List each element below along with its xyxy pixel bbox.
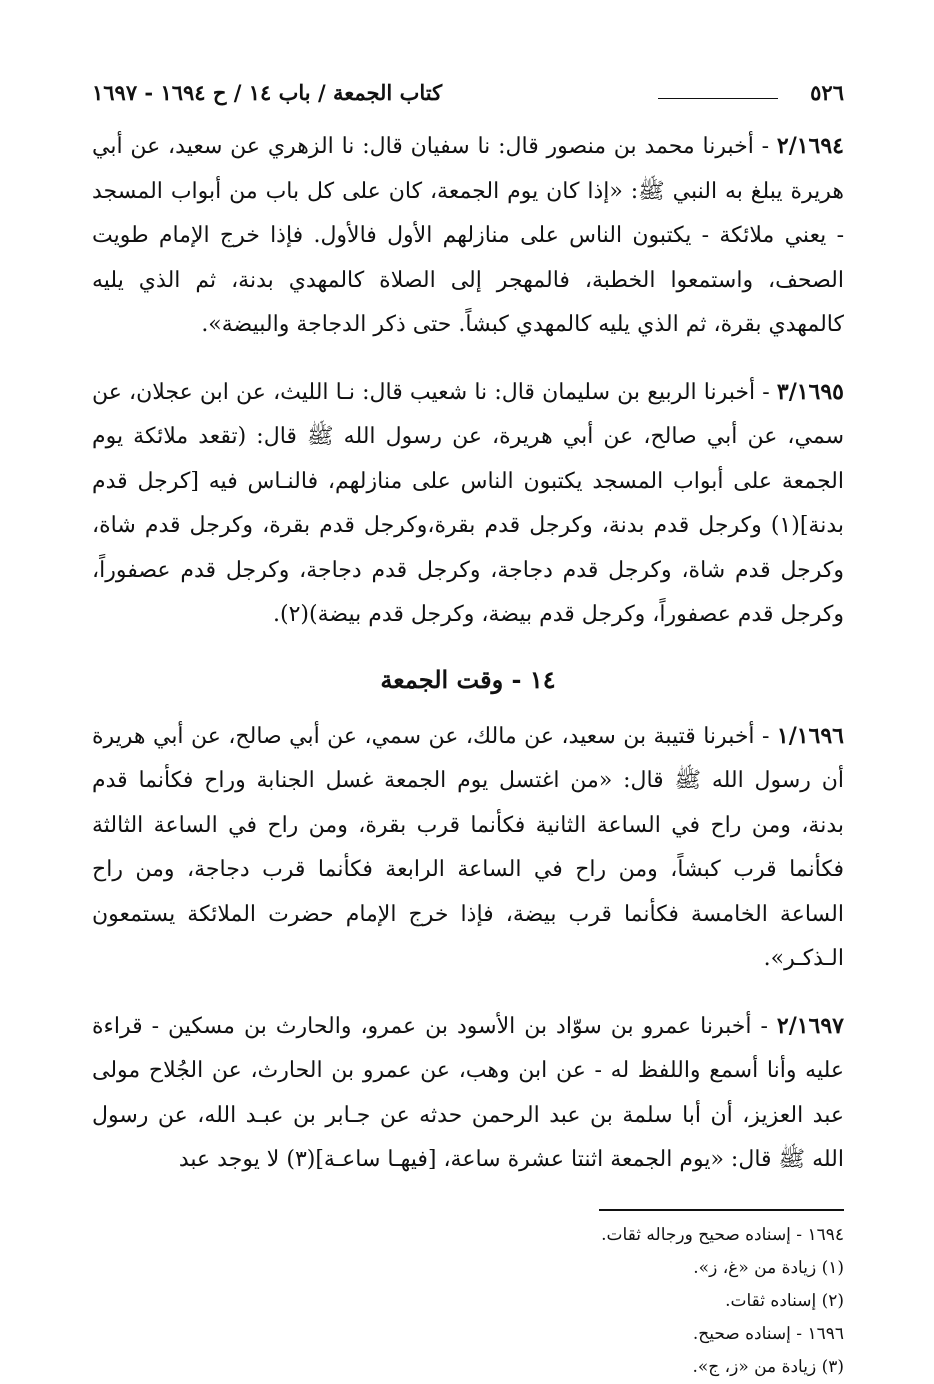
- hadith-number: ٢/١٦٩٧: [776, 1012, 844, 1039]
- hadith-1697: [92, 1004, 844, 1183]
- footnote: (٣) زيادة من «ز، ج».: [692, 1356, 844, 1377]
- hadith-1695: [92, 370, 844, 638]
- page-header: [92, 76, 844, 110]
- hadith-text: - أخبرنا قتيبة بن سعيد، عن مالك، عن سمي، عن أبي صالح، عن أبي هريرة أن رسول الله ﷺ قال: «من اغتسل يوم الجمعة غسل الجنابة وراح فكأنما قدم بدنة، ومن راح في الساعة الثانية فكأنما قرب بقرة، ومن راح في الساعة الثالثة فكأنما قرب كبشاً، ومن راح في الساعة الرابعة فكأنما قرب دجاجة، ومن راح الساعة الخامسة فكأنما قرب بيضة، فإذا خرج الإمام حضرت الملائكة يستمعون الـذكـر».: [92, 723, 844, 971]
- running-title: كتاب الجمعة / باب ١٤ / ح ١٦٩٤ - ١٦٩٧: [92, 80, 443, 105]
- hadith-1694: [92, 124, 844, 348]
- footnote-rule: [599, 1209, 844, 1211]
- hadith-text: - أخبرنا الربيع بن سليمان قال: نا شعيب قال: نـا الليث، عن ابن عجلان، عن سمي، عن أبي صالح، عن أبي هريرة، عن رسول الله ﷺ قال: (تقعد ملائكة يوم الجمعة على أبواب المسجد يكتبون الناس على منازلهم، فالنـاس فيه [كرجل قدم بدنة](١) وكرجل قدم بدنة، وكرجل قدم بقرة،وكرجل قدم بقرة، وكرجل قدم شاة، وكرجل قدم شاة، وكرجل قدم دجاجة، وكرجل قدم دجاجة، وكرجل قدم عصفوراً، وكرجل قدم عصفوراً، وكرجل قدم بيضة، وكرجل قدم بيضة)(٢).: [92, 379, 844, 627]
- footnote: (٢) إسناده ثقات.: [725, 1290, 844, 1311]
- hadith-text: - أخبرنا عمرو بن سوّاد بن الأسود بن عمرو، والحارث بن مسكين - قراءة عليه وأنا أسمع واللفظ له - عن ابن وهب، عن عمرو بن الحارث، عن الجُلاح مولى عبد العزيز، أن أبا سلمة بن عبد الرحمن حدثه عن جـابر بن عبـد الله، عن رسول الله ﷺ قال: «يوم الجمعة اثنتا عشرة ساعة، [فيهـا ساعـة](٣) لا يوجد عبد: [92, 1013, 844, 1172]
- hadith-number: ٢/١٦٩٤: [776, 133, 844, 159]
- section-title: ١٤ - وقت الجمعة: [380, 664, 556, 694]
- footnote: ١٦٩٤ - إسناده صحيح ورجاله ثقات.: [601, 1224, 844, 1245]
- hadith-number: ٣/١٦٩٥: [776, 378, 844, 405]
- page-number: ٥٢٦: [810, 80, 844, 105]
- header-rule: [658, 98, 778, 99]
- hadith-1696: [92, 714, 844, 982]
- hadith-number: ١/١٦٩٦: [776, 722, 844, 749]
- footnote: (١) زيادة من «غ، ز».: [693, 1257, 844, 1278]
- footnote: ١٦٩٦ - إسناده صحيح.: [692, 1323, 844, 1344]
- footnotes: [92, 1219, 844, 1384]
- book-page: [92, 76, 844, 1377]
- hadith-text: - أخبرنا محمد بن منصور قال: نا سفيان قال: نا الزهري عن سعيد، عن أبي هريرة يبلغ به النبي ﷺ: «إذا كان يوم الجمعة، كان على كل باب من أبواب المسجد - يعني ملائكة - يكتبون الناس على منازلهم الأول فالأول. فإذا خرج الإمام طويت الصحف، واستمعوا الخطبة، فالمهجر إلى الصلاة كالمهدي بدنة، ثم الذي يليه كالمهدي بقرة، ثم الذي يليه كالمهدي كبشاً. حتى ذكر الدجاجة والبيضة».: [92, 134, 844, 337]
